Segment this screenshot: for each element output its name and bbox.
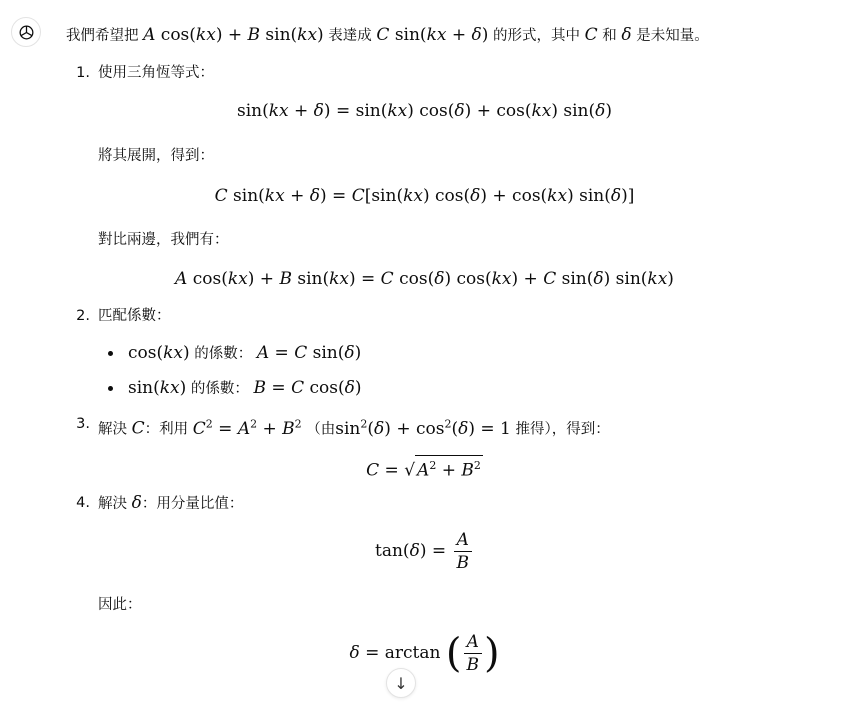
equation-c: C = √ $A^2 + B^2$ [0, 455, 849, 482]
intro-text-4: 和 [602, 28, 617, 44]
step-number: 4. [76, 495, 90, 511]
step-label: 解決 C：利用 $C^2 = A^2 + B^2$ （由$\sin^2(\delta) + \cos^2(\delta) = 1$ 推得），得到： [98, 417, 610, 439]
expand-text: 將其展開，得到： [98, 148, 214, 164]
intro-sentence [66, 24, 709, 47]
step-number: 1. [76, 65, 90, 81]
intro-text-5: 是未知量。 [636, 28, 709, 44]
equation-expanded: C sin(kx + δ) = C[sin(kx) cos(δ) + cos(kx) sin(δ)] [214, 186, 635, 206]
equation-identity: sin(kx + δ) = sin(kx) cos(δ) + cos(kx) sin(δ) [236, 101, 613, 121]
compare-text: 對比兩邊，我們有： [98, 232, 229, 248]
math-var: C [584, 25, 598, 45]
coef-item-sin: sin(kx) 的係數： B = C cos(δ) [128, 378, 362, 398]
step-number: 3. [76, 416, 90, 432]
math-expr: A cos(kx) + B sin(kx) [143, 25, 324, 45]
step-label: 使用三角恆等式： [98, 65, 214, 81]
bullet-dot [108, 351, 113, 356]
bullet-dot [108, 386, 113, 391]
equation-delta: δ = arctan ( $\frac{A}{B}$ ) [349, 630, 500, 677]
intro-text-3: 的形式，其中 [493, 28, 581, 44]
assistant-avatar [11, 17, 41, 47]
math-expr: C sin(kx + δ) [376, 25, 489, 45]
openai-logo-icon [17, 23, 36, 42]
equation-tan: tan(δ) = $\frac{A}{B}$ [0, 530, 849, 573]
therefore-text: 因此： [98, 597, 142, 613]
coef-item-cos: cos(kx) 的係數： A = C sin(δ) [128, 343, 362, 363]
step-number: 2. [76, 308, 90, 324]
intro-text-1: 我們希望把 [66, 28, 139, 44]
equation-compare: A cos(kx) + B sin(kx) = C cos(δ) cos(kx) + C sin(δ) sin(kx) [175, 269, 674, 289]
math-var: δ [621, 25, 632, 45]
arrow-down-icon[interactable]: ↓ [394, 673, 408, 693]
intro-text-2: 表達成 [328, 28, 372, 44]
step-label: 解決 δ：用分量比值： [98, 493, 244, 513]
scroll-down-button[interactable] [386, 668, 416, 698]
step-label: 匹配係數： [98, 308, 171, 324]
